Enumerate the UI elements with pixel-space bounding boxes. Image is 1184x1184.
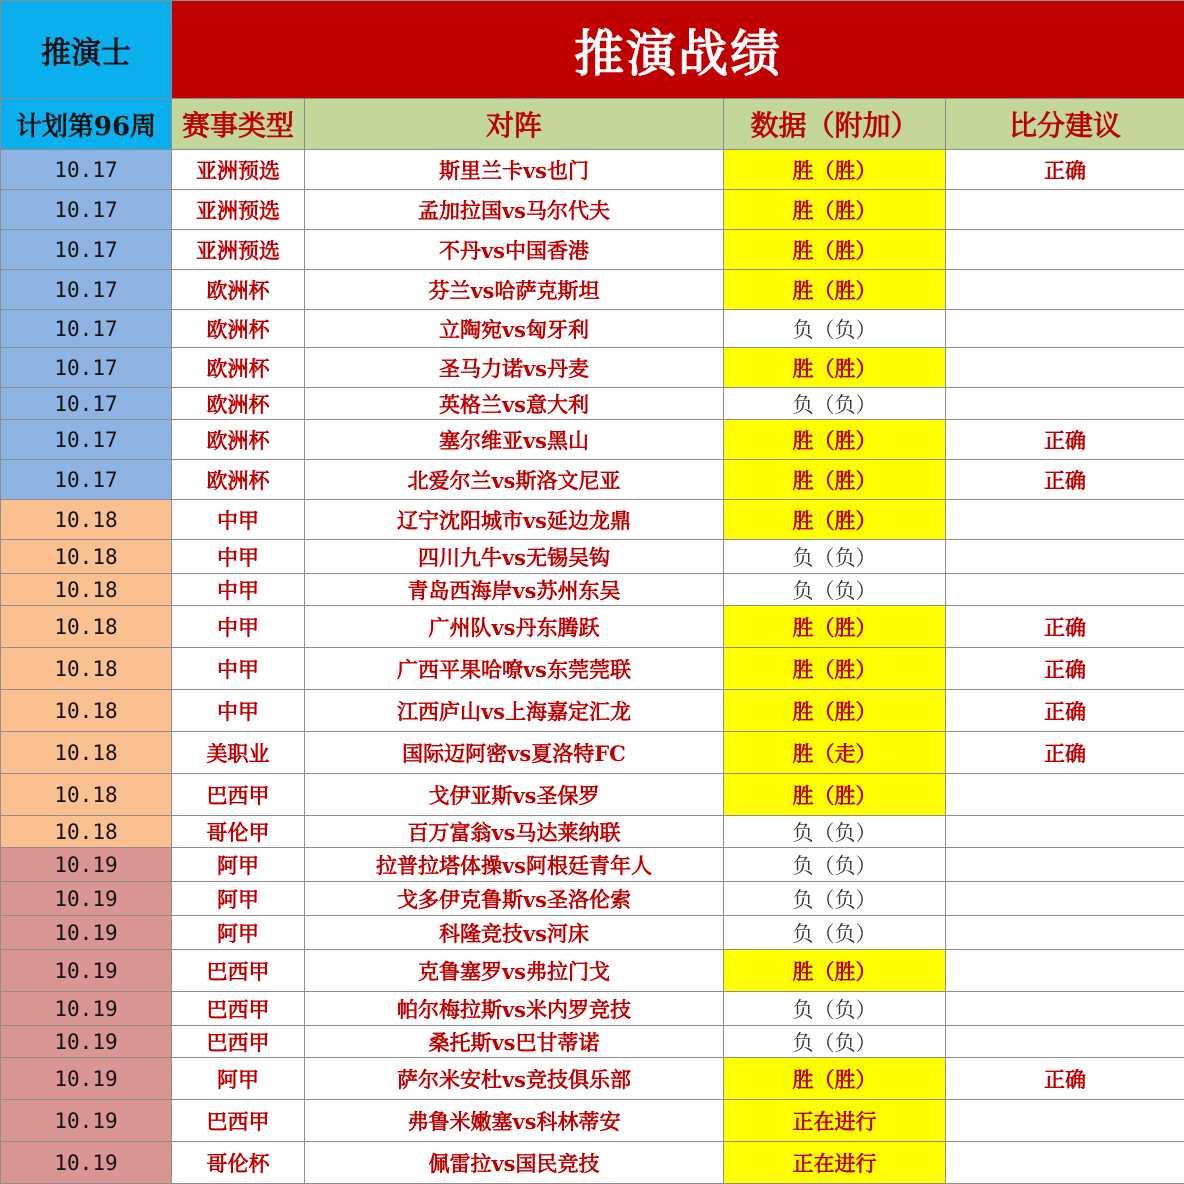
matchup-cell: 桑托斯vs巴甘蒂诺: [305, 1026, 724, 1058]
matchup-cell: 克鲁塞罗vs弗拉门戈: [305, 950, 724, 992]
match-type-cell: 亚洲预选: [172, 230, 305, 270]
score-advice-cell: 正确: [946, 690, 1184, 732]
date-cell: 10.18: [1, 648, 172, 690]
matchup-cell: 佩雷拉vs国民竞技: [305, 1142, 724, 1184]
table-row: [1, 540, 1184, 574]
date-cell: 10.18: [1, 690, 172, 732]
data-cell: 胜（胜）: [724, 774, 946, 816]
match-type-cell: 巴西甲: [172, 1100, 305, 1142]
match-type-cell: 欧洲杯: [172, 420, 305, 460]
match-type-cell: 阿甲: [172, 916, 305, 950]
matchup-cell: 辽宁沈阳城市vs延边龙鼎: [305, 500, 724, 540]
matchup-cell: 弗鲁米嫩塞vs科林蒂安: [305, 1100, 724, 1142]
matchup-cell: 百万富翁vs马达莱纳联: [305, 816, 724, 848]
date-cell: 10.19: [1, 1058, 172, 1100]
header-matchup: 对阵: [305, 99, 724, 150]
table-row: [1, 648, 1184, 690]
plan-week-label: 计划第96周: [1, 99, 172, 150]
date-cell: 10.18: [1, 732, 172, 774]
table-row: [1, 500, 1184, 540]
match-type-cell: 阿甲: [172, 848, 305, 882]
matchup-cell: 英格兰vs意大利: [305, 388, 724, 420]
table-row: [1, 992, 1184, 1026]
data-cell: 胜（胜）: [724, 348, 946, 388]
matchup-cell: 立陶宛vs匈牙利: [305, 310, 724, 348]
score-advice-cell: [946, 1142, 1184, 1184]
date-cell: 10.19: [1, 848, 172, 882]
date-cell: 10.17: [1, 420, 172, 460]
data-cell: 胜（胜）: [724, 190, 946, 230]
match-type-cell: 中甲: [172, 606, 305, 648]
score-advice-cell: 正确: [946, 1058, 1184, 1100]
date-cell: 10.19: [1, 1142, 172, 1184]
match-type-cell: 巴西甲: [172, 774, 305, 816]
matchup-cell: 广西平果哈嘹vs东莞莞联: [305, 648, 724, 690]
table-row: [1, 1100, 1184, 1142]
data-cell: 胜（胜）: [724, 460, 946, 500]
match-type-cell: 中甲: [172, 540, 305, 574]
data-cell: 胜（胜）: [724, 648, 946, 690]
table-row: [1, 916, 1184, 950]
score-advice-cell: [946, 992, 1184, 1026]
matchup-cell: 圣马力诺vs丹麦: [305, 348, 724, 388]
score-advice-cell: 正确: [946, 732, 1184, 774]
data-cell: 正在进行: [724, 1100, 946, 1142]
matchup-cell: 拉普拉塔体操vs阿根廷青年人: [305, 848, 724, 882]
date-cell: 10.18: [1, 574, 172, 606]
brand-label: 推演士: [1, 1, 172, 99]
table-row: [1, 348, 1184, 388]
date-cell: 10.18: [1, 816, 172, 848]
data-cell: 正在进行: [724, 1142, 946, 1184]
data-cell: 胜（胜）: [724, 270, 946, 310]
header-match-type: 赛事类型: [172, 99, 305, 150]
match-type-cell: 阿甲: [172, 882, 305, 916]
match-type-cell: 欧洲杯: [172, 270, 305, 310]
match-type-cell: 亚洲预选: [172, 150, 305, 190]
table-row: [1, 848, 1184, 882]
date-cell: 10.18: [1, 606, 172, 648]
data-cell: 负（负）: [724, 882, 946, 916]
match-type-cell: 亚洲预选: [172, 190, 305, 230]
date-cell: 10.17: [1, 230, 172, 270]
match-type-cell: 中甲: [172, 690, 305, 732]
matchup-cell: 科隆竞技vs河床: [305, 916, 724, 950]
score-advice-cell: [946, 500, 1184, 540]
table-row: [1, 690, 1184, 732]
table-row: [1, 420, 1184, 460]
date-cell: 10.19: [1, 1100, 172, 1142]
table-row: [1, 816, 1184, 848]
matchup-cell: 芬兰vs哈萨克斯坦: [305, 270, 724, 310]
score-advice-cell: [946, 270, 1184, 310]
match-type-cell: 美职业: [172, 732, 305, 774]
matchup-cell: 斯里兰卡vs也门: [305, 150, 724, 190]
score-advice-cell: [946, 348, 1184, 388]
matchup-cell: 孟加拉国vs马尔代夫: [305, 190, 724, 230]
data-cell: 负（负）: [724, 916, 946, 950]
data-cell: 负（负）: [724, 310, 946, 348]
data-cell: 胜（胜）: [724, 606, 946, 648]
date-cell: 10.17: [1, 150, 172, 190]
matchup-cell: 戈多伊克鲁斯vs圣洛伦索: [305, 882, 724, 916]
date-cell: 10.17: [1, 190, 172, 230]
score-advice-cell: [946, 540, 1184, 574]
score-advice-cell: [946, 310, 1184, 348]
score-advice-cell: [946, 848, 1184, 882]
table-row: [1, 574, 1184, 606]
date-cell: 10.17: [1, 310, 172, 348]
data-cell: 负（负）: [724, 992, 946, 1026]
table-row: [1, 732, 1184, 774]
data-cell: 胜（走）: [724, 732, 946, 774]
matchup-cell: 戈伊亚斯vs圣保罗: [305, 774, 724, 816]
date-cell: 10.17: [1, 270, 172, 310]
match-type-cell: 中甲: [172, 500, 305, 540]
header-data: 数据（附加）: [724, 99, 946, 150]
data-cell: 胜（胜）: [724, 1058, 946, 1100]
score-advice-cell: 正确: [946, 606, 1184, 648]
header-score-advice: 比分建议: [946, 99, 1184, 150]
matchup-cell: 不丹vs中国香港: [305, 230, 724, 270]
matchup-cell: 北爱尔兰vs斯洛文尼亚: [305, 460, 724, 500]
table-row: [1, 270, 1184, 310]
score-advice-cell: [946, 882, 1184, 916]
match-type-cell: 巴西甲: [172, 992, 305, 1026]
data-cell: 负（负）: [724, 574, 946, 606]
table-row: [1, 388, 1184, 420]
date-cell: 10.17: [1, 388, 172, 420]
score-advice-cell: [946, 1026, 1184, 1058]
matchup-cell: 青岛西海岸vs苏州东吴: [305, 574, 724, 606]
data-cell: 负（负）: [724, 848, 946, 882]
match-type-cell: 欧洲杯: [172, 310, 305, 348]
data-cell: 胜（胜）: [724, 690, 946, 732]
score-advice-cell: [946, 1100, 1184, 1142]
matchup-cell: 帕尔梅拉斯vs米内罗竞技: [305, 992, 724, 1026]
score-advice-cell: [946, 190, 1184, 230]
date-cell: 10.19: [1, 916, 172, 950]
match-type-cell: 哥伦杯: [172, 1142, 305, 1184]
table-row: [1, 1142, 1184, 1184]
table-row: [1, 150, 1184, 190]
match-type-cell: 巴西甲: [172, 1026, 305, 1058]
date-cell: 10.19: [1, 992, 172, 1026]
data-cell: 负（负）: [724, 388, 946, 420]
data-cell: 胜（胜）: [724, 500, 946, 540]
matchup-cell: 江西庐山vs上海嘉定汇龙: [305, 690, 724, 732]
score-advice-cell: [946, 916, 1184, 950]
match-type-cell: 欧洲杯: [172, 388, 305, 420]
date-cell: 10.18: [1, 774, 172, 816]
table-row: [1, 1026, 1184, 1058]
table-row: [1, 774, 1184, 816]
title-row: [1, 1, 1184, 99]
table-row: [1, 950, 1184, 992]
table-row: [1, 190, 1184, 230]
table-row: [1, 460, 1184, 500]
data-cell: 胜（胜）: [724, 230, 946, 270]
date-cell: 10.18: [1, 540, 172, 574]
date-cell: 10.19: [1, 950, 172, 992]
date-cell: 10.19: [1, 1026, 172, 1058]
match-type-cell: 阿甲: [172, 1058, 305, 1100]
score-advice-cell: [946, 774, 1184, 816]
score-advice-cell: 正确: [946, 460, 1184, 500]
column-header-row: [1, 99, 1184, 150]
data-cell: 负（负）: [724, 816, 946, 848]
matchup-cell: 塞尔维亚vs黑山: [305, 420, 724, 460]
score-advice-cell: 正确: [946, 150, 1184, 190]
date-cell: 10.17: [1, 348, 172, 388]
table-row: [1, 1058, 1184, 1100]
data-cell: 负（负）: [724, 540, 946, 574]
match-type-cell: 中甲: [172, 648, 305, 690]
score-advice-cell: [946, 388, 1184, 420]
matchup-cell: 国际迈阿密vs夏洛特FC: [305, 732, 724, 774]
table-row: [1, 310, 1184, 348]
match-type-cell: 中甲: [172, 574, 305, 606]
match-type-cell: 欧洲杯: [172, 348, 305, 388]
matchup-cell: 广州队vs丹东腾跃: [305, 606, 724, 648]
match-type-cell: 哥伦甲: [172, 816, 305, 848]
data-cell: 负（负）: [724, 1026, 946, 1058]
score-advice-cell: 正确: [946, 648, 1184, 690]
table-row: [1, 230, 1184, 270]
score-advice-cell: 正确: [946, 420, 1184, 460]
data-cell: 胜（胜）: [724, 150, 946, 190]
matchup-cell: 萨尔米安杜vs竞技俱乐部: [305, 1058, 724, 1100]
match-type-cell: 欧洲杯: [172, 460, 305, 500]
score-advice-cell: [946, 230, 1184, 270]
table-row: [1, 606, 1184, 648]
date-cell: 10.17: [1, 460, 172, 500]
table-row: [1, 882, 1184, 916]
date-cell: 10.18: [1, 500, 172, 540]
score-advice-cell: [946, 816, 1184, 848]
page-title: 推演战绩: [172, 1, 1184, 99]
data-cell: 胜（胜）: [724, 420, 946, 460]
match-type-cell: 巴西甲: [172, 950, 305, 992]
data-cell: 胜（胜）: [724, 950, 946, 992]
date-cell: 10.19: [1, 882, 172, 916]
matchup-cell: 四川九牛vs无锡吴钩: [305, 540, 724, 574]
score-advice-cell: [946, 950, 1184, 992]
score-advice-cell: [946, 574, 1184, 606]
